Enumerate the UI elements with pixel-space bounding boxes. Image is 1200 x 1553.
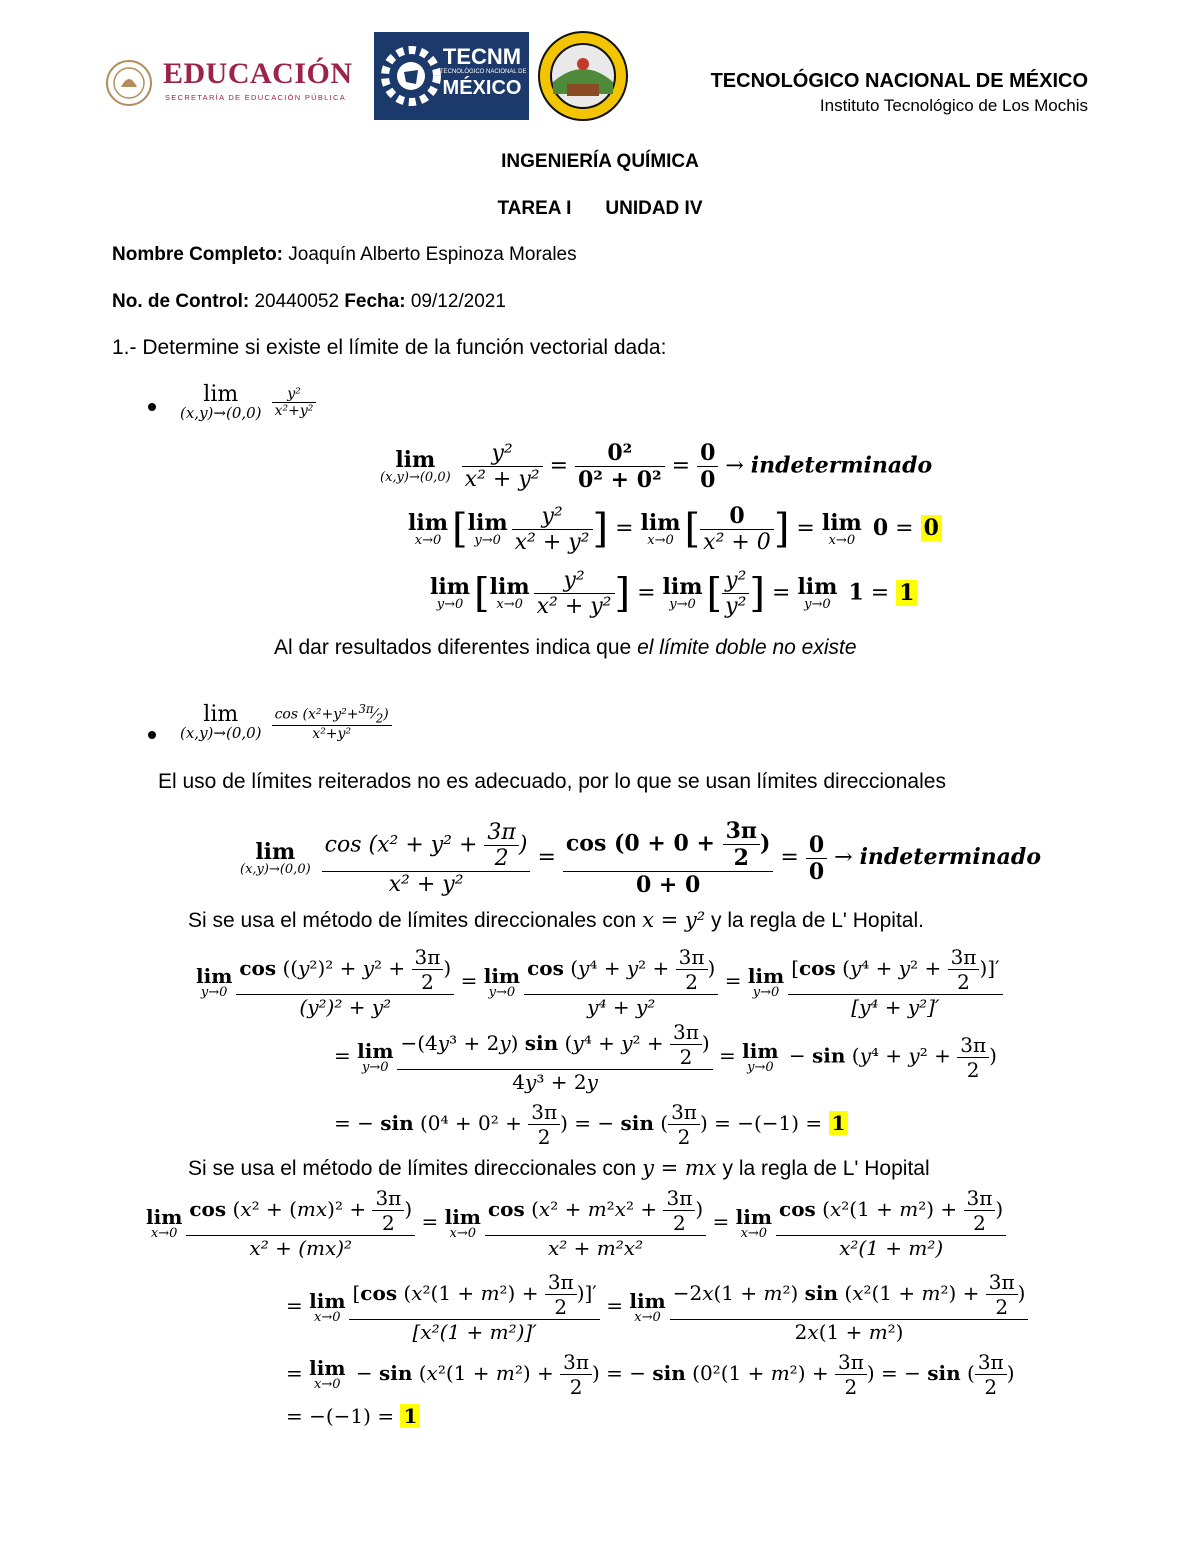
result-highlight: 1 [400,1404,420,1428]
result-highlight: 0 [921,515,942,541]
task-title [0,198,1200,220]
unit-label: UNIDAD IV [605,198,703,219]
educacion-wordmark: EDUCACIÓN [163,57,353,90]
control-label: No. de Control: [112,291,250,312]
gear-icon [376,36,446,116]
bullet-icon [148,403,156,411]
mexico-seal-icon [105,57,153,109]
problem2-step4: lim x→0 cos (x² + (mx)² + $\frac{3\pi}{2}$ ) x² + (mx)² = lim x→0 cos (x² + m²x² + $\frac{3\pi}{2}$ ) x² + m²x² = lim x→0 cos (x²(1 + m²) + $\frac{3\pi}{2}$ ) x²(1 + m²) [146,1186,1006,1260]
question-text: 1.- Determine si existe el límite de la función vectorial dada: [112,336,667,359]
task-label: TAREA I [497,198,572,219]
date-value: 09/12/2021 [410,291,506,312]
problem2-eq1: lim (x,y)→(0,0) cos (x² + y² + $\frac{3\pi}{2}$ ) x² + y² = cos (0 + 0 + $\frac{3\pi}{2}$ ) 0 + 0 = $\frac{0}{0}$ → indeterminado [240,818,1041,898]
tecnm-mexico: MÉXICO [442,77,522,99]
educacion-logo [105,55,360,110]
career-title: INGENIERÍA QUÍMICA [501,151,699,172]
student-name-line [112,244,577,266]
educacion-subtitle: SECRETARÍA DE EDUCACIÓN PÚBLICA [165,93,347,102]
name-label: Nombre Completo: [112,244,283,265]
institution-name: TECNOLÓGICO NACIONAL DE MÉXICO [710,70,1088,92]
control-value: 20440052 [254,291,340,312]
problem2-step6: = lim x→0 − sin (x²(1 + m²) + $\frac{3\pi}{2}$ ) = − sin (0²(1 + m²) + $\frac{3\pi}{2}$ ) = − sin ( $\frac{3\pi}{2}$ ) [286,1350,1015,1399]
problem1-eq3: lim y→0 [ lim x→0 $\frac{\text{y²}}{\text{x² + y²}}$ ] = lim y→0 [ $\frac{\text{y²}}{\text{y²}}$ ] = lim y→0 1 = 1 [430,568,917,619]
problem1-eq2: lim x→0 [ lim y→0 $\frac{\text{y²}}{\text{x² + y²}}$ ] = lim x→0 [ $\frac{0}{\text{x² + 0}}$ ] = lim x→0 0 = 0 [408,503,942,555]
tecnm-wordmark: TECNM [442,44,522,69]
name-value: Joaquín Alberto Espinoza Morales [288,244,577,265]
result-highlight: 1 [896,580,917,606]
bullet-icon [148,731,156,739]
date-label: Fecha: [344,291,406,312]
problem1-eq1: lim (x,y)→(0,0) $\frac{\text{y²}}{\text{x² + y²}}$ = $\frac{\text{0²}}{\text{0² + 0²}}$ = $\frac{0}{0}$ → indeterminado [380,440,933,493]
problem1-conclusion: Al dar resultados diferentes indica que el límite doble no existe [274,636,857,659]
problem2-statement: lim (x,y)→(0,0) $\frac{\cos (x^2+y^2+^{3\pi}⁄_2)}{\text{x²+y²}}$ [180,702,392,742]
tecnm-subtitle: TECNOLÓGICO NACIONAL DE [440,69,527,75]
problem2-note: El uso de límites reiterados no es adecuado, por lo que se usan límites direccionales [158,770,946,793]
problem1-statement: lim (x,y)→(0,0) $\frac{\text{y²}}{\text{x²+y²}}$ [180,384,316,421]
problem2-step2: = lim y→0 −(4y³ + 2y) sin (y⁴ + y² + $\frac{3\pi}{2}$ ) 4y³ + 2y = lim y→0 − sin (y⁴ + y² + $\frac{3\pi}{2}$ ) [334,1020,997,1094]
control-line [112,291,506,313]
problem2-step7: = −(−1) = 1 [286,1404,420,1428]
tecnm-logo [374,32,529,120]
problem2-method1: Si se usa el método de límites direccionales con x = y² y la regla de L' Hopital. [188,908,924,932]
problem2-method2: Si se usa el método de límites direccionales con y = mx y la regla de L' Hopital [188,1156,930,1180]
campus-name: Instituto Tecnológico de Los Mochis [819,96,1088,115]
problem2-step5: = lim x→0 [cos (x²(1 + m²) + $\frac{3\pi}{2}$ )]′ [x²(1 + m²)]′ = lim x→0 −2x(1 + m²) sin (x²(1 + m²) + $\frac{3\pi}{2}$ ) 2x(1 + m²) [286,1270,1028,1344]
problem2-step1: lim y→0 cos ((y²)² + y² + $\frac{3\pi}{2}$ ) (y²)² + y² = lim y→0 cos (y⁴ + y² + $\frac{3\pi}{2}$ ) y⁴ + y² = lim y→0 [cos (y⁴ + y² + $\frac{3\pi}{2}$ )]′ [y⁴ + y²]′ [196,945,1003,1019]
result-highlight: 1 [829,1111,849,1135]
problem2-step3: = − sin (0⁴ + 0² + $\frac{3\pi}{2}$ ) = − sin ( $\frac{3\pi}{2}$ ) = −(−1) = 1 [334,1100,848,1149]
itlm-seal-icon [537,30,629,122]
